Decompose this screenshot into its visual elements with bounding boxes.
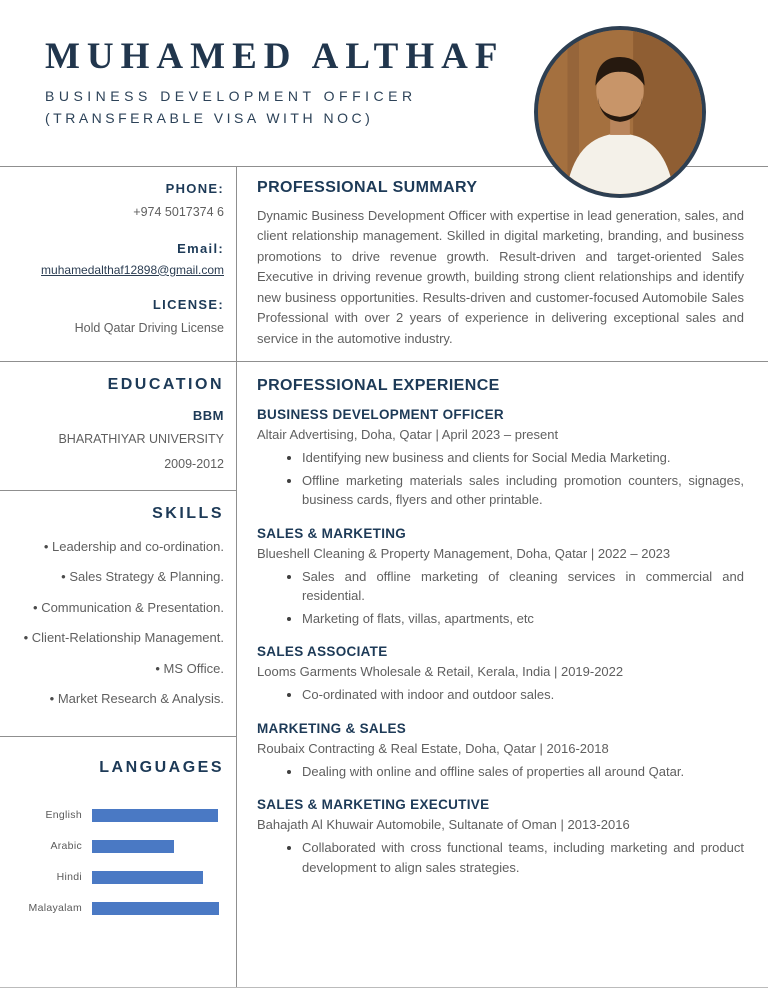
email-link[interactable]: muhamedalthaf12898@gmail.com xyxy=(41,262,224,277)
job-bullet-list xyxy=(257,685,744,705)
jobs-list xyxy=(257,407,744,877)
job-title: SALES ASSOCIATE xyxy=(257,644,388,660)
language-name: Hindi xyxy=(56,871,82,884)
professional-experience-section xyxy=(237,362,768,986)
job-entry xyxy=(257,526,744,629)
phone-value: +974 5017374 6 xyxy=(133,204,224,219)
language-name: Arabic xyxy=(50,840,82,853)
job-bullet: • Marketing of flats, villas, apartments, etc xyxy=(302,609,744,629)
education-degree: BBM xyxy=(192,408,224,424)
job-company-dates: Altair Advertising, Doha, Qatar | April 2023 – present xyxy=(257,427,559,443)
language-level-track xyxy=(92,871,222,884)
job-bullet-list xyxy=(257,762,744,782)
email-label: Email: xyxy=(177,240,224,256)
language-level-bar xyxy=(92,871,203,884)
language-level-bar xyxy=(92,840,174,853)
language-name: English xyxy=(45,809,82,822)
job-bullet: • Sales and offline marketing of cleaning services in commercial and residential. xyxy=(302,567,744,606)
job-bullet: • Dealing with online and offline sales of properties all around Qatar. xyxy=(302,762,744,782)
skill-item: • Leadership and co-ordination. xyxy=(10,537,224,557)
experience-heading: PROFESSIONAL EXPERIENCE xyxy=(257,377,500,395)
language-level-track xyxy=(92,902,222,915)
language-row xyxy=(10,840,224,853)
sidebar-contact-section xyxy=(0,167,237,363)
professional-summary-section xyxy=(237,167,768,363)
job-bullet: • Collaborated with cross functional teams, including marketing and product development to align sales strategies. xyxy=(302,838,744,877)
skill-item: • Communication & Presentation. xyxy=(10,598,224,618)
language-row xyxy=(10,809,224,822)
avatar-illustration xyxy=(538,30,702,194)
job-bullet: • Co-ordinated with indoor and outdoor sales. xyxy=(302,685,744,705)
job-title: MARKETING & SALES xyxy=(257,720,407,736)
job-company-dates: Blueshell Cleaning & Property Management, Doha, Qatar | 2022 – 2023 xyxy=(257,545,671,561)
job-company-dates: Roubaix Contracting & Real Estate, Doha, Qatar | 2016-2018 xyxy=(257,740,609,756)
education-university: BHARATHIYAR UNIVERSITY xyxy=(58,432,224,447)
education-years: 2009-2012 xyxy=(164,457,224,472)
content-grid xyxy=(0,166,768,988)
language-level-bar xyxy=(92,902,219,915)
job-company-dates: Bahajath Al Khuwair Automobile, Sultanate of Oman | 2013-2016 xyxy=(257,817,630,833)
job-bullet: • Identifying new business and clients for Social Media Marketing. xyxy=(302,448,744,468)
job-title: SALES & MARKETING EXECUTIVE xyxy=(257,797,490,813)
skill-item: • Sales Strategy & Planning. xyxy=(10,567,224,587)
language-level-track xyxy=(92,840,222,853)
job-entry xyxy=(257,644,744,705)
job-bullet-list xyxy=(257,448,744,510)
job-bullet: • Offline marketing materials sales including promotion counters, signages, business cards, flyers and other printable. xyxy=(302,471,744,510)
job-title: SALES & MARKETING xyxy=(257,525,407,541)
language-name: Malayalam xyxy=(28,902,82,915)
skills-heading: SKILLS xyxy=(152,504,224,522)
languages-list xyxy=(10,809,224,915)
skill-item: • MS Office. xyxy=(10,659,224,679)
visa-note: (TRANSFERABLE VISA WITH NOC) xyxy=(45,109,374,126)
job-bullet-list xyxy=(257,838,744,877)
license-value: Hold Qatar Driving License xyxy=(74,320,224,335)
language-row xyxy=(10,902,224,915)
job-entry xyxy=(257,407,744,510)
job-title: BUSINESS DEVELOPMENT OFFICER xyxy=(257,407,504,423)
skill-item: • Client-Relationship Management. xyxy=(10,628,224,648)
job-company-dates: Looms Garments Wholesale & Retail, Kerala, India | 2019-2022 xyxy=(257,664,624,680)
skills-list xyxy=(10,537,224,709)
sidebar-lower xyxy=(0,362,237,986)
job-entry xyxy=(257,797,744,877)
language-level-bar xyxy=(92,809,218,822)
education-heading: EDUCATION xyxy=(107,376,224,394)
language-row xyxy=(10,871,224,884)
phone-label: PHONE: xyxy=(165,180,224,196)
job-bullet-list xyxy=(257,567,744,629)
languages-heading: LANGUAGES xyxy=(99,758,224,776)
languages-section xyxy=(0,737,236,987)
candidate-job-title: BUSINESS DEVELOPMENT OFFICER xyxy=(45,87,417,104)
skill-item: • Market Research & Analysis. xyxy=(10,689,224,709)
language-level-track xyxy=(92,809,222,822)
profile-photo xyxy=(534,26,706,198)
summary-heading: PROFESSIONAL SUMMARY xyxy=(257,178,478,196)
candidate-name: MUHAMED ALTHAF xyxy=(45,36,505,77)
skills-section xyxy=(0,491,236,737)
job-entry xyxy=(257,721,744,782)
license-label: LICENSE: xyxy=(152,296,224,312)
education-section xyxy=(0,362,236,490)
summary-text: Dynamic Business Development Officer with expertise in lead generation, sales, and client relationship management. Skilled in digital marketing, branding, and business promotions to drive revenue growth. Result-driven and target-oriented Sales Executive in driving revenue growth, building strong client relationships and identify new business opportunities. Results-driven and customer-focused Automobile Sales Professional with over 2 years of experience in delivering exceptional sales and service in the automotive industry. xyxy=(257,207,744,346)
